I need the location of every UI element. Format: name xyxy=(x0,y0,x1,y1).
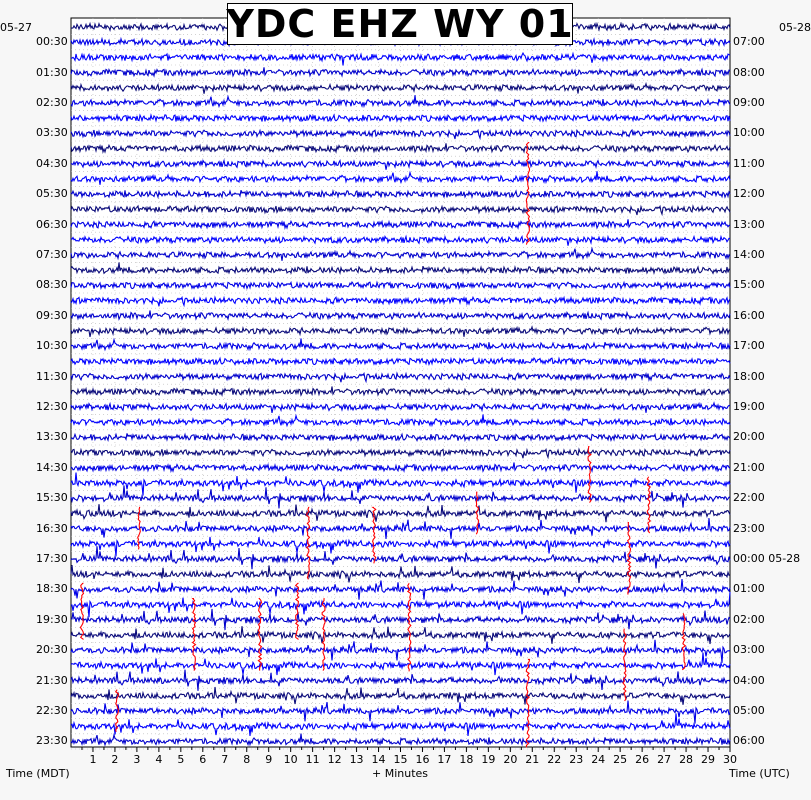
y-tick-label-right: 09:00 xyxy=(733,96,765,109)
y-tick-label-right: 04:00 xyxy=(733,673,765,687)
y-tick-label-right: 02:00 xyxy=(733,612,765,626)
x-tick-label: 7 xyxy=(221,753,229,766)
y-tick-label-left: 00:30 xyxy=(36,35,68,49)
y-tick-label-left: 10:30 xyxy=(36,339,68,353)
y-tick-label-left: 07:30 xyxy=(36,248,68,261)
x-tick-label: 26 xyxy=(635,753,650,766)
x-tick-label: 25 xyxy=(613,753,628,766)
right-axis-label: Time (UTC) xyxy=(729,767,790,780)
x-tick-label: 27 xyxy=(657,753,672,766)
y-tick-label-left: 23:30 xyxy=(36,734,68,748)
x-tick-label: 6 xyxy=(199,753,207,766)
y-tick-label-right: 07:00 xyxy=(733,35,765,49)
x-tick-label: 2 xyxy=(111,753,119,766)
y-tick-label-left: 03:30 xyxy=(36,126,68,140)
y-tick-label-left: 19:30 xyxy=(36,612,68,626)
y-tick-label-right: 21:00 xyxy=(733,460,765,474)
y-tick-label-left: 20:30 xyxy=(36,643,68,657)
y-tick-label-left: 14:30 xyxy=(36,460,68,474)
x-tick-label: 22 xyxy=(547,753,562,766)
x-tick-label: 3 xyxy=(133,753,141,766)
y-tick-label-right: 08:00 xyxy=(733,65,765,79)
y-tick-label-right: 01:00 xyxy=(733,582,765,596)
y-tick-label-left: 17:30 xyxy=(36,552,68,565)
left-date-label: 05-27 xyxy=(0,21,32,34)
x-tick-label: 13 xyxy=(349,753,364,766)
y-tick-label-left: 16:30 xyxy=(36,521,68,535)
y-tick-label-right: 12:00 xyxy=(733,187,765,201)
x-tick-label: 24 xyxy=(591,753,606,766)
y-tick-label-left: 01:30 xyxy=(36,65,68,79)
y-tick-label-left: 21:30 xyxy=(36,673,68,687)
y-tick-label-left: 05:30 xyxy=(36,187,68,201)
x-tick-label: 5 xyxy=(177,753,185,766)
x-tick-label: 29 xyxy=(701,753,716,766)
y-tick-label-right: 05:00 xyxy=(733,704,765,717)
y-tick-label-right: 14:00 xyxy=(733,248,765,261)
x-tick-label: 28 xyxy=(679,753,694,766)
x-tick-label: 17 xyxy=(437,753,452,766)
x-tick-label: 1 xyxy=(89,753,97,766)
y-tick-label-right: 18:00 xyxy=(733,369,765,383)
y-tick-label-right: 00:00 05-28 xyxy=(733,552,801,565)
x-tick-label: 12 xyxy=(327,753,342,766)
x-tick-label: 9 xyxy=(265,753,273,766)
x-axis-label: + Minutes xyxy=(372,767,429,780)
y-tick-label-right: 10:00 xyxy=(733,126,765,140)
x-tick-label: 14 xyxy=(371,753,386,766)
x-tick-label: 23 xyxy=(569,753,584,766)
y-tick-label-left: 22:30 xyxy=(36,704,68,717)
y-tick-label-right: 23:00 xyxy=(733,521,765,535)
y-tick-label-right: 22:00 xyxy=(733,491,765,505)
y-tick-label-left: 08:30 xyxy=(36,278,68,292)
right-date-label: 05-28 xyxy=(779,21,811,34)
y-tick-label-left: 02:30 xyxy=(36,96,68,109)
y-tick-label-right: 20:00 xyxy=(733,430,765,444)
y-tick-label-left: 12:30 xyxy=(36,400,68,413)
x-tick-label: 21 xyxy=(525,753,540,766)
x-tick-label: 16 xyxy=(415,753,430,766)
y-tick-label-right: 19:00 xyxy=(733,400,765,413)
chart-title: YDC EHZ WY 01 xyxy=(226,2,574,46)
x-tick-label: 10 xyxy=(283,753,298,766)
x-tick-label: 19 xyxy=(481,753,496,766)
x-axis-ticks xyxy=(82,747,730,752)
y-tick-label-right: 17:00 xyxy=(733,339,765,353)
y-tick-label-right: 11:00 xyxy=(733,156,765,170)
y-tick-label-left: 06:30 xyxy=(36,217,68,231)
y-tick-label-right: 15:00 xyxy=(733,278,765,292)
y-tick-label-left: 09:30 xyxy=(36,308,68,322)
x-tick-label: 11 xyxy=(305,753,320,766)
y-tick-label-left: 18:30 xyxy=(36,582,68,596)
x-tick-label: 30 xyxy=(723,753,737,766)
y-tick-label-right: 03:00 xyxy=(733,643,765,657)
x-tick-label: 20 xyxy=(503,753,518,766)
x-tick-label: 18 xyxy=(459,753,474,766)
y-tick-label-right: 13:00 xyxy=(733,217,765,231)
x-tick-label: 15 xyxy=(393,753,408,766)
y-tick-label-left: 11:30 xyxy=(36,369,68,383)
left-axis-label: Time (MDT) xyxy=(6,767,70,780)
y-tick-label-right: 06:00 xyxy=(733,734,765,748)
y-tick-label-left: 04:30 xyxy=(36,156,68,170)
x-tick-label: 4 xyxy=(155,753,163,766)
x-tick-label: 8 xyxy=(243,753,251,766)
y-tick-label-left: 13:30 xyxy=(36,430,68,444)
y-tick-label-right: 16:00 xyxy=(733,308,765,322)
title-box xyxy=(227,3,573,45)
y-tick-label-left: 15:30 xyxy=(36,491,68,505)
